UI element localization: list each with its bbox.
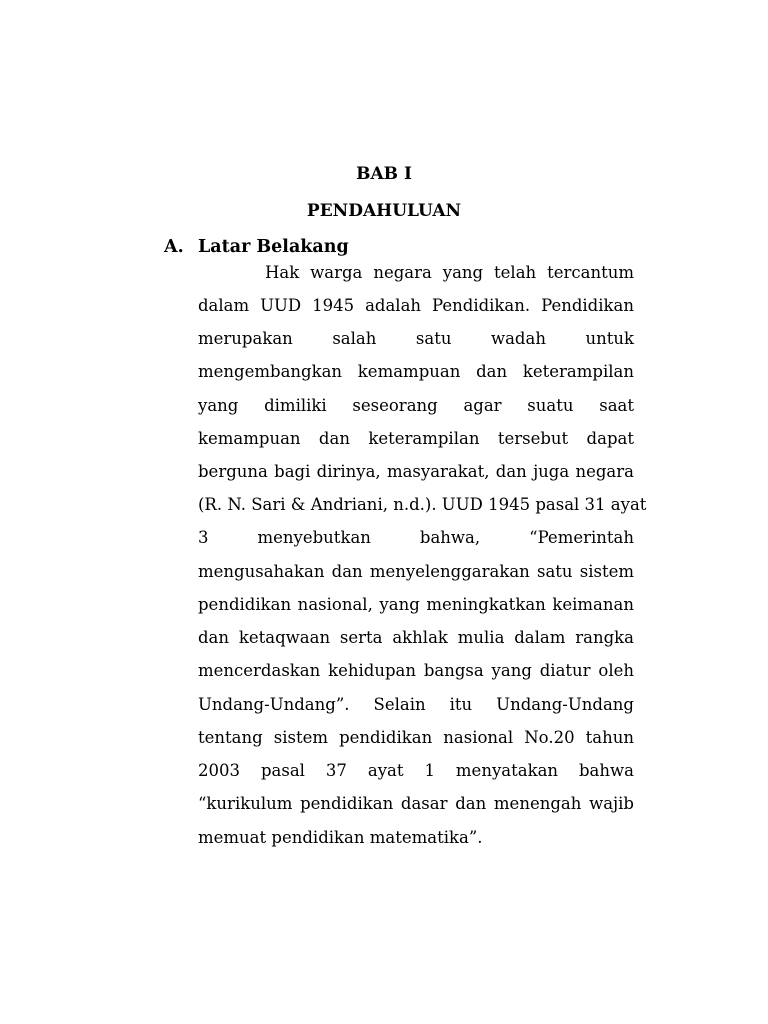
paragraph-line-9: 3 menyebutkan bahwa, “Pemerintah xyxy=(198,528,634,547)
paragraph-line-11: pendidikan nasional, yang meningkatkan keimanan xyxy=(198,595,634,614)
paragraph-line-5: yang dimiliki seseorang agar suatu saat xyxy=(198,396,634,415)
paragraph-line-17: “kurikulum pendidikan dasar dan menengah wajib xyxy=(198,794,634,813)
paragraph-line-4: mengembangkan kemampuan dan keterampilan xyxy=(198,362,634,381)
paragraph-line-7: berguna bagi dirinya, masyarakat, dan juga negara xyxy=(198,462,634,481)
chapter-number-heading: BAB I xyxy=(356,164,412,184)
paragraph-line-18: memuat pendidikan matematika”. xyxy=(198,828,483,847)
chapter-title-heading: PENDAHULUAN xyxy=(306,201,462,221)
paragraph-line-6: kemampuan dan keterampilan tersebut dapat xyxy=(198,429,634,448)
section-letter: A. xyxy=(164,237,184,257)
paragraph-line-13: mencerdaskan kehidupan bangsa yang diatur oleh xyxy=(198,661,634,680)
paragraph-line-16: 2003 pasal 37 ayat 1 menyatakan bahwa xyxy=(198,761,634,780)
paragraph-line-3: merupakan salah satu wadah untuk xyxy=(198,329,634,348)
paragraph-line-1: Hak warga negara yang telah tercantum xyxy=(265,263,634,282)
paragraph-line-15: tentang sistem pendidikan nasional No.20 tahun xyxy=(198,728,634,747)
paragraph-line-2: dalam UUD 1945 adalah Pendidikan. Pendidikan xyxy=(198,296,634,315)
paragraph-line-12: dan ketaqwaan serta akhlak mulia dalam rangka xyxy=(198,628,634,647)
paragraph-line-14: Undang-Undang”. Selain itu Undang-Undang xyxy=(198,695,634,714)
paragraph-line-10: mengusahakan dan menyelenggarakan satu sistem xyxy=(198,562,634,581)
section-title: Latar Belakang xyxy=(198,237,349,257)
paragraph-line-8: (R. N. Sari & Andriani, n.d.). UUD 1945 pasal 31 ayat xyxy=(198,495,647,514)
